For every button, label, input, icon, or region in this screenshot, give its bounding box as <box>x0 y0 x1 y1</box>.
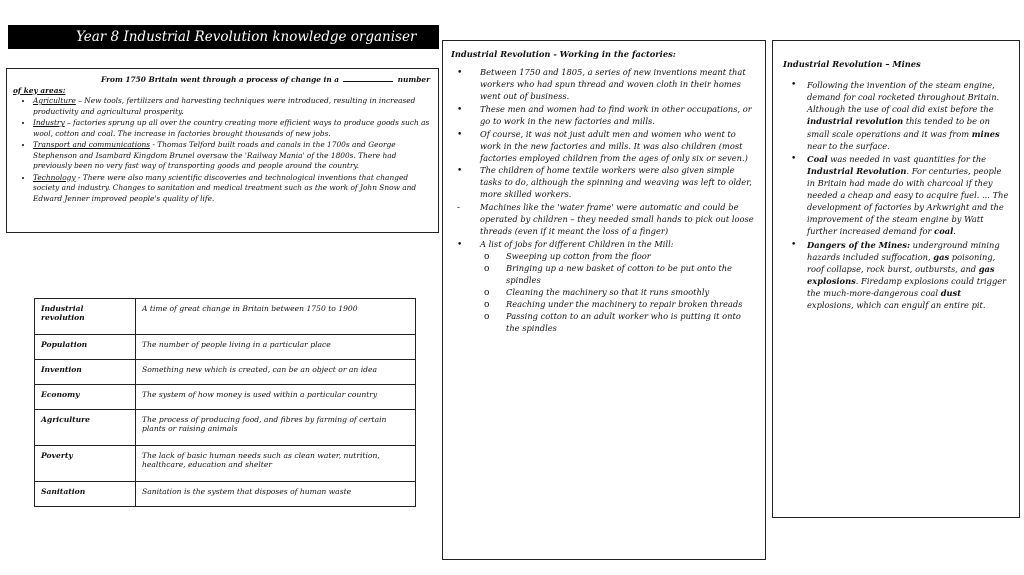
mines-bold-text: coal <box>934 226 954 237</box>
glossary-definition: The process of producing food, and fibres by farming of certain plants or raising animals <box>136 410 416 446</box>
bullet-mark: • <box>457 166 463 177</box>
mines-bold-text: Industrial Revolution <box>807 165 907 176</box>
factories-heading: Industrial Revolution - Working in the factories: <box>451 49 676 59</box>
key-area-text: - There were also many scientific discoveries and technological inventions that changed society and industry. Changes to sanitation and medical treatment such as the work of John Snow and Edward Jenner improved people's quality of life. <box>33 172 417 203</box>
mines-text: this tended to be on small scale operations and it was from <box>807 116 990 139</box>
job-text: Bringing up a new basket of cotton to be put onto the spindles <box>506 262 732 285</box>
job-item <box>480 251 757 263</box>
bullet-mark: • <box>791 80 797 91</box>
key-area-item <box>33 118 432 139</box>
list-item <box>451 67 757 103</box>
mines-text: explosions, which can engulf an entire pit. <box>807 300 986 311</box>
mines-text: underground mining hazards included suffocation, <box>807 239 1000 262</box>
glossary-definition: The system of how money is used within a particular country <box>136 385 416 410</box>
glossary-definition: A time of great change in Britain between 1750 to 1900 <box>136 299 416 335</box>
glossary-definition: Something new which is created, can be an object or an idea <box>136 360 416 385</box>
bullet-text: These men and women had to find work in other occupations, or go to work in the new factories and mills. <box>480 103 752 126</box>
key-area-text: – factories sprung up all over the country creating more efficient ways to produce goods such as wool, cotton and coal. The increase in factories brought thousands of new jobs. <box>33 118 430 138</box>
job-item <box>480 263 757 287</box>
factories-box <box>442 40 766 560</box>
list-item <box>783 153 1009 238</box>
factories-list <box>451 67 757 335</box>
bullet-text: Machines like the 'water frame' were automatic and could be operated by children – they needed small hands to pick out loose threads (even if it meant the loss of a finger) <box>480 202 754 237</box>
list-item <box>451 239 757 335</box>
job-text: Passing cotton to an adult worker who is putting it onto the spindles <box>506 310 741 333</box>
sub-bullet-mark: o <box>484 299 490 310</box>
key-area-item <box>33 140 432 172</box>
glossary-term: Agriculture <box>35 410 136 446</box>
key-area-term: Transport and communications <box>33 140 151 150</box>
mines-text: . For centuries, people in Britain had made do with charcoal if they needed a cheap and easy to acquire fuel. ... The development of factories by Arkwright and the improvement of the steam engine by Watt further increased demand for <box>807 165 1009 237</box>
job-item <box>480 299 757 311</box>
bullet-mark: • <box>457 240 463 251</box>
glossary-term: Sanitation <box>35 482 136 507</box>
intro-lead-text: From 1750 Britain went through a process of change in a <box>101 75 340 84</box>
table-row <box>35 299 416 335</box>
mines-text: . <box>953 226 956 237</box>
bullet-text: A list of jobs for different Children in the Mill: <box>480 239 674 250</box>
bullet-text: The children of home textile workers were also given simple tasks to do, although the spinning and weaving was left to older, more skilled workers. <box>480 165 752 200</box>
bullet-mark: - <box>457 203 461 214</box>
bullet-mark: • <box>457 67 463 78</box>
key-area-term: Technology <box>33 172 76 182</box>
mines-bold-text: Coal <box>807 153 828 164</box>
mines-list <box>783 79 1009 311</box>
bullet-mark: • <box>791 239 797 250</box>
mines-heading: Industrial Revolution – Mines <box>783 59 921 69</box>
bullet-text: Of course, it was not just adult men and women who went to work in the new factories and mills. It was also children (most factories employed children from the ages of only six or seven.) <box>480 128 748 163</box>
sub-bullet-mark: o <box>484 311 490 322</box>
glossary-term: Economy <box>35 385 136 410</box>
list-item <box>783 239 1009 312</box>
job-text: Cleaning the machinery so that it runs smoothly <box>506 286 710 297</box>
mines-bold-text: dust <box>940 287 962 298</box>
job-text: Reaching under the machinery to repair broken threads <box>506 298 743 309</box>
job-item <box>480 287 757 299</box>
list-item <box>783 79 1009 152</box>
key-area-text: – New tools, fertilizers and harvesting techniques were introduced, resulting in increased productivity and agricultural prosperity. <box>33 96 416 116</box>
table-row <box>35 335 416 360</box>
intro-box <box>6 68 439 233</box>
mines-bold-text: gas <box>933 251 950 262</box>
mines-bold-text: mines <box>971 128 1000 139</box>
list-item <box>451 129 757 165</box>
mines-bold-text: industrial revolution <box>807 116 904 127</box>
job-item <box>480 311 757 335</box>
key-area-text: - Thomas Telford built roads and canals in the 1700s and George Stephenson and Isambard Kingdom Brunel oversaw the 'Railway Mania' of the 1800s. There had previously been no very fast way of transporting goods and people around the country. <box>33 140 397 171</box>
intro-lead <box>13 75 432 86</box>
mines-text: . Firedamp explosions could trigger the much-more-dangerous coal <box>807 275 1007 298</box>
table-row <box>35 446 416 482</box>
key-area-term: Agriculture <box>33 96 76 106</box>
mines-box <box>772 40 1020 518</box>
glossary-definition: The lack of basic human needs such as clean water, nutrition, healthcare, education and shelter <box>136 446 416 482</box>
table-row <box>35 482 416 507</box>
jobs-list <box>480 251 757 335</box>
sub-bullet-mark: o <box>484 263 490 274</box>
bullet-mark: • <box>457 104 463 115</box>
mines-bold-text: Dangers of the Mines: <box>807 239 911 250</box>
glossary-definition: The number of people living in a particular place <box>136 335 416 360</box>
table-row <box>35 360 416 385</box>
sub-bullet-mark: o <box>484 287 490 298</box>
glossary-term: Population <box>35 335 136 360</box>
page-title <box>8 25 439 49</box>
key-area-item <box>33 96 432 117</box>
key-areas-label: of key areas: <box>13 85 66 95</box>
key-areas-list <box>13 96 432 204</box>
table-row <box>35 410 416 446</box>
mines-text: Following the invention of the steam engine, demand for coal rocketed throughout Britain. Although the use of coal did exist before the <box>807 80 1000 115</box>
blank-line <box>343 81 393 82</box>
glossary-term: Invention <box>35 360 136 385</box>
list-item <box>451 202 757 238</box>
mines-bold-text: gas explosions <box>807 263 995 286</box>
bullet-mark: • <box>791 153 797 164</box>
table-row <box>35 385 416 410</box>
bullet-mark: • <box>457 129 463 140</box>
key-area-term: Industry <box>33 118 65 128</box>
job-text: Sweeping up cotton from the floor <box>506 251 651 261</box>
title-text: Year 8 Industrial Revolution knowledge organiser <box>76 29 417 45</box>
glossary-table <box>34 298 416 507</box>
sub-bullet-mark: o <box>484 252 490 262</box>
glossary-definition: Sanitation is the system that disposes of human waste <box>136 482 416 507</box>
bullet-text: Between 1750 and 1805, a series of new inventions meant that workers who had spun thread and woven cloth in their homes went out of business. <box>480 66 746 101</box>
intro-lead-end: number <box>397 75 430 84</box>
glossary-term: Industrial revolution <box>35 299 136 335</box>
mines-text: near to the surface. <box>807 140 890 151</box>
mines-text: was needed in vast quantities for the <box>827 153 987 164</box>
mines-text: poisoning, roof collapse, rock burst, outbursts, and <box>807 251 996 274</box>
list-item <box>451 165 757 201</box>
key-area-item <box>33 173 432 205</box>
glossary-term: Poverty <box>35 446 136 482</box>
list-item <box>451 104 757 128</box>
